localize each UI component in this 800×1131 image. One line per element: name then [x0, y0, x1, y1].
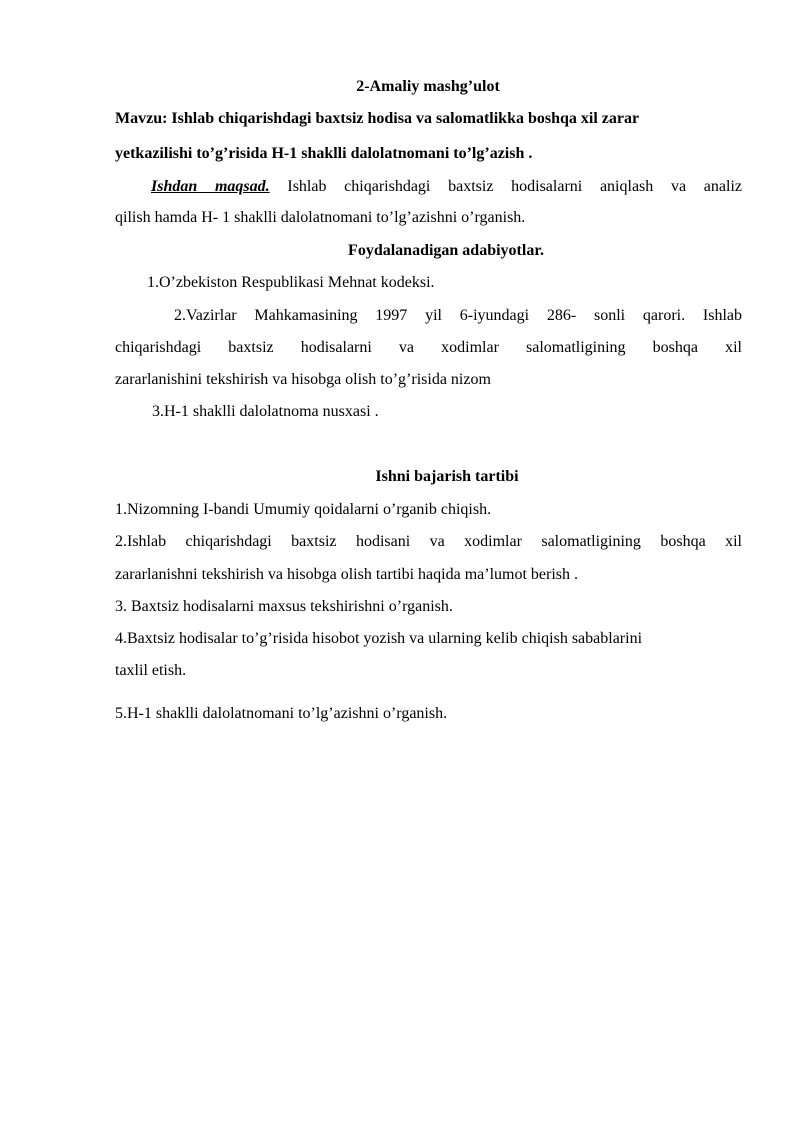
procedure-step-2-line-2: zararlanishni tekshirish va hisobga olish tartibi haqida ma’lumot berish .	[115, 566, 579, 583]
goal-label: Ishdan maqsad.	[151, 178, 270, 195]
procedure-step-1: 1.Nizomning I-bandi Umumiy qoidalarni o’rganib chiqish.	[115, 501, 492, 518]
topic-line-2: yetkazilishi to’g’risida H-1 shaklli dalolatnomani to’lg’azish .	[115, 145, 533, 162]
procedure-step-4-line-1: 4.Baxtsiz hodisalar to’g’risida hisobot yozish va ularning kelib chiqish sabablarini	[115, 630, 643, 647]
goal-line-2: qilish hamda H- 1 shaklli dalolatnomani to’lg’azishni o’rganish.	[115, 209, 526, 226]
topic-line-1: Mavzu: Ishlab chiqarishdagi baxtsiz hodisa va salomatlikka boshqa xil zarar	[115, 110, 640, 127]
procedure-step-5: 5.H-1 shaklli dalolatnomani to’lg’azishni o’rganish.	[115, 705, 448, 722]
procedure-step-2-line-1: 2.Ishlab chiqarishdagi baxtsiz hodisani va xodimlar salomatligining boshqa xil	[115, 533, 742, 550]
literature-item-3: 3.H-1 shaklli dalolatnoma nusxasi .	[152, 403, 379, 420]
procedure-heading: Ishni bajarish tartibi	[375, 468, 519, 485]
goal-text: Ishlab chiqarishdagi baxtsiz hodisalarni aniqlash va analiz	[269, 178, 742, 195]
literature-item-2-line-2: chiqarishdagi baxtsiz hodisalarni va xodimlar salomatligining boshqa xil	[115, 339, 742, 356]
literature-item-1: 1.O’zbekiston Respublikasi Mehnat kodeksi.	[147, 274, 435, 291]
literature-heading: Foydalanadigan adabiyotlar.	[348, 242, 544, 259]
goal-line-1	[115, 172, 742, 202]
literature-item-2-line-1: 2.Vazirlar Mahkamasining 1997 yil 6-iyundagi 286- sonli qarori. Ishlab	[174, 307, 742, 324]
literature-item-2-line-3: zararlanishini tekshirish va hisobga olish to’g’risida nizom	[115, 371, 491, 388]
page-title: 2-Amaliy mashg’ulot	[356, 78, 500, 95]
procedure-step-3: 3. Baxtsiz hodisalarni maxsus tekshirishni o’rganish.	[115, 598, 453, 615]
procedure-step-4-line-2: taxlil etish.	[115, 662, 187, 679]
